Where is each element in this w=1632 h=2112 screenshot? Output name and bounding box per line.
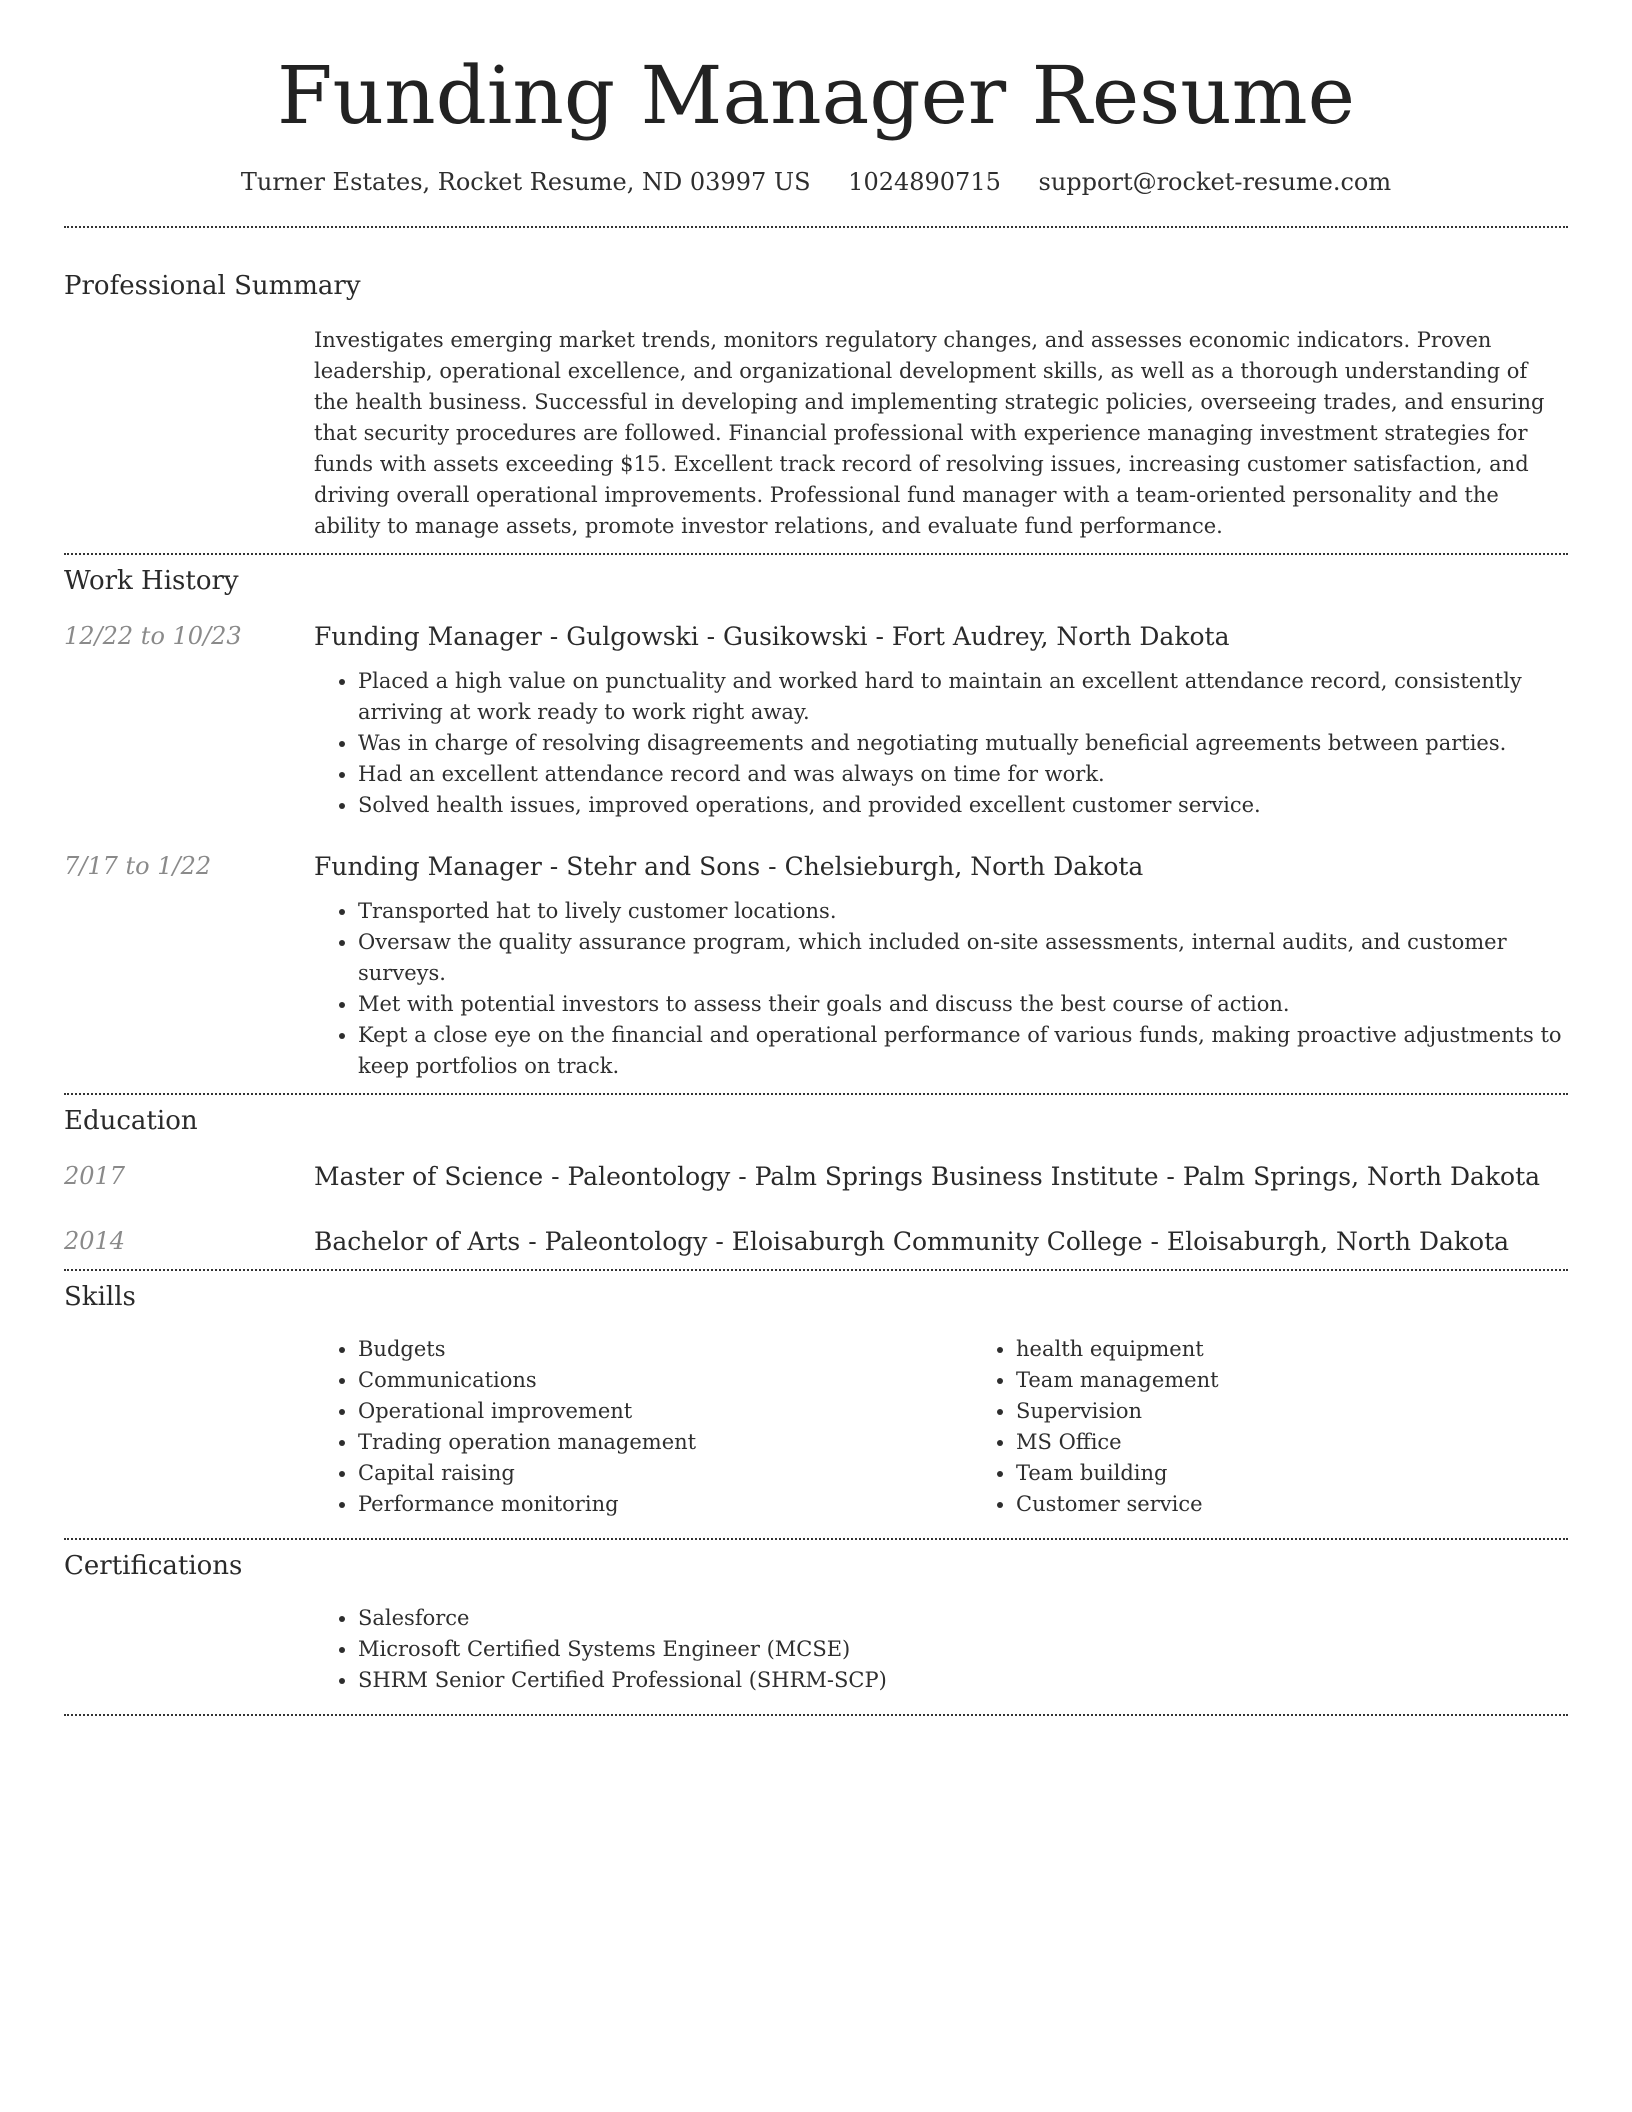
certifications-section xyxy=(64,1540,1568,1696)
skill-item: • health equipment xyxy=(1016,1334,1630,1365)
skill-item: • Capital raising xyxy=(358,1458,972,1489)
skills-list-left xyxy=(314,1334,972,1520)
education-year: 2014 xyxy=(64,1227,126,1255)
contact-email: support@rocket-resume.com xyxy=(1038,168,1392,196)
list-item: • Had an excellent attendance record and was always on time for work. xyxy=(358,759,1568,790)
education-title: Master of Science - Paleontology - Palm Springs Business Institute - Palm Springs, North Dakota xyxy=(314,1162,1541,1191)
job-bullets xyxy=(314,666,1568,821)
education-title: Bachelor of Arts - Paleontology - Eloisaburgh Community College - Eloisaburgh, North Dakota xyxy=(314,1227,1510,1256)
list-item: • Solved health issues, improved operations, and provided excellent customer service. xyxy=(358,790,1568,821)
summary-heading: Professional Summary xyxy=(64,271,361,301)
certifications-heading: Certifications xyxy=(64,1551,243,1581)
list-item: • Was in charge of resolving disagreements and negotiating mutually beneficial agreements between parties. xyxy=(358,728,1568,759)
skill-item: • MS Office xyxy=(1016,1427,1630,1458)
list-item: • Met with potential investors to assess their goals and discuss the best course of action. xyxy=(358,989,1568,1020)
list-item: • Kept a close eye on the financial and operational performance of various funds, making proactive adjustments to keep portfolios on track. xyxy=(358,1020,1568,1082)
job-dates: 7/17 to 1/22 xyxy=(64,852,212,880)
resume-title: Funding Manager Resume xyxy=(277,49,1355,142)
certification-item: • Microsoft Certified Systems Engineer (MCSE) xyxy=(358,1634,1568,1665)
job-title: Funding Manager - Gulgowski - Gusikowski - Fort Audrey, North Dakota xyxy=(314,622,1230,651)
summary-text: Investigates emerging market trends, monitors regulatory changes, and assesses economic indicators. Proven leadership, operational excellence, and organizational development skills, as well as a thorough understanding of the health business. Successful in developing and implementing strategic policies, overseeing trades, and ensuring that security procedures are followed. Financial professional with experience managing investment strategies for funds with assets exceeding $15. Excellent track record of resolving issues, increasing customer satisfaction, and driving overall operational improvements. Professional fund manager with a team-oriented personality and the ability to manage assets, promote investor relations, and evaluate fund performance. xyxy=(314,328,1545,538)
education-heading: Education xyxy=(64,1106,198,1136)
job-entry xyxy=(64,852,1568,1082)
education-entry xyxy=(64,1227,1568,1256)
list-item: • Placed a high value on punctuality and worked hard to maintain an excellent attendance record, consistently arriving at work ready to work right away. xyxy=(358,666,1568,728)
job-bullets xyxy=(314,896,1568,1082)
skill-item: • Operational improvement xyxy=(358,1396,972,1427)
work-heading: Work History xyxy=(64,566,239,596)
skill-item: • Supervision xyxy=(1016,1396,1630,1427)
certifications-list xyxy=(314,1603,1568,1696)
list-item: • Transported hat to lively customer locations. xyxy=(358,896,1568,927)
skills-list-right xyxy=(972,1334,1630,1520)
skill-item: • Customer service xyxy=(1016,1489,1630,1520)
education-section xyxy=(64,1095,1568,1256)
contact-address: Turner Estates, Rocket Resume, ND 03997 US xyxy=(240,168,811,196)
skills-section xyxy=(64,1271,1568,1520)
certification-item: • Salesforce xyxy=(358,1603,1568,1634)
job-dates: 12/22 to 10/23 xyxy=(64,622,242,650)
education-entry xyxy=(64,1162,1568,1191)
list-item: • Oversaw the quality assurance program, which included on-site assessments, internal audits, and customer surveys. xyxy=(358,927,1568,989)
contact-phone: 1024890715 xyxy=(848,168,1001,196)
certification-item: • SHRM Senior Certified Professional (SHRM-SCP) xyxy=(358,1665,1568,1696)
summary-section xyxy=(64,228,1568,542)
job-title: Funding Manager - Stehr and Sons - Chelsieburgh, North Dakota xyxy=(314,852,1144,881)
work-section xyxy=(64,555,1568,1082)
contact-line xyxy=(64,168,1568,196)
skill-item: • Team management xyxy=(1016,1365,1630,1396)
skill-item: • Communications xyxy=(358,1365,972,1396)
skill-item: • Performance monitoring xyxy=(358,1489,972,1520)
education-year: 2017 xyxy=(64,1162,126,1190)
divider xyxy=(64,1714,1568,1716)
skill-item: • Budgets xyxy=(358,1334,972,1365)
skill-item: • Trading operation management xyxy=(358,1427,972,1458)
job-entry xyxy=(64,622,1568,821)
skill-item: • Team building xyxy=(1016,1458,1630,1489)
skills-heading: Skills xyxy=(64,1282,136,1312)
